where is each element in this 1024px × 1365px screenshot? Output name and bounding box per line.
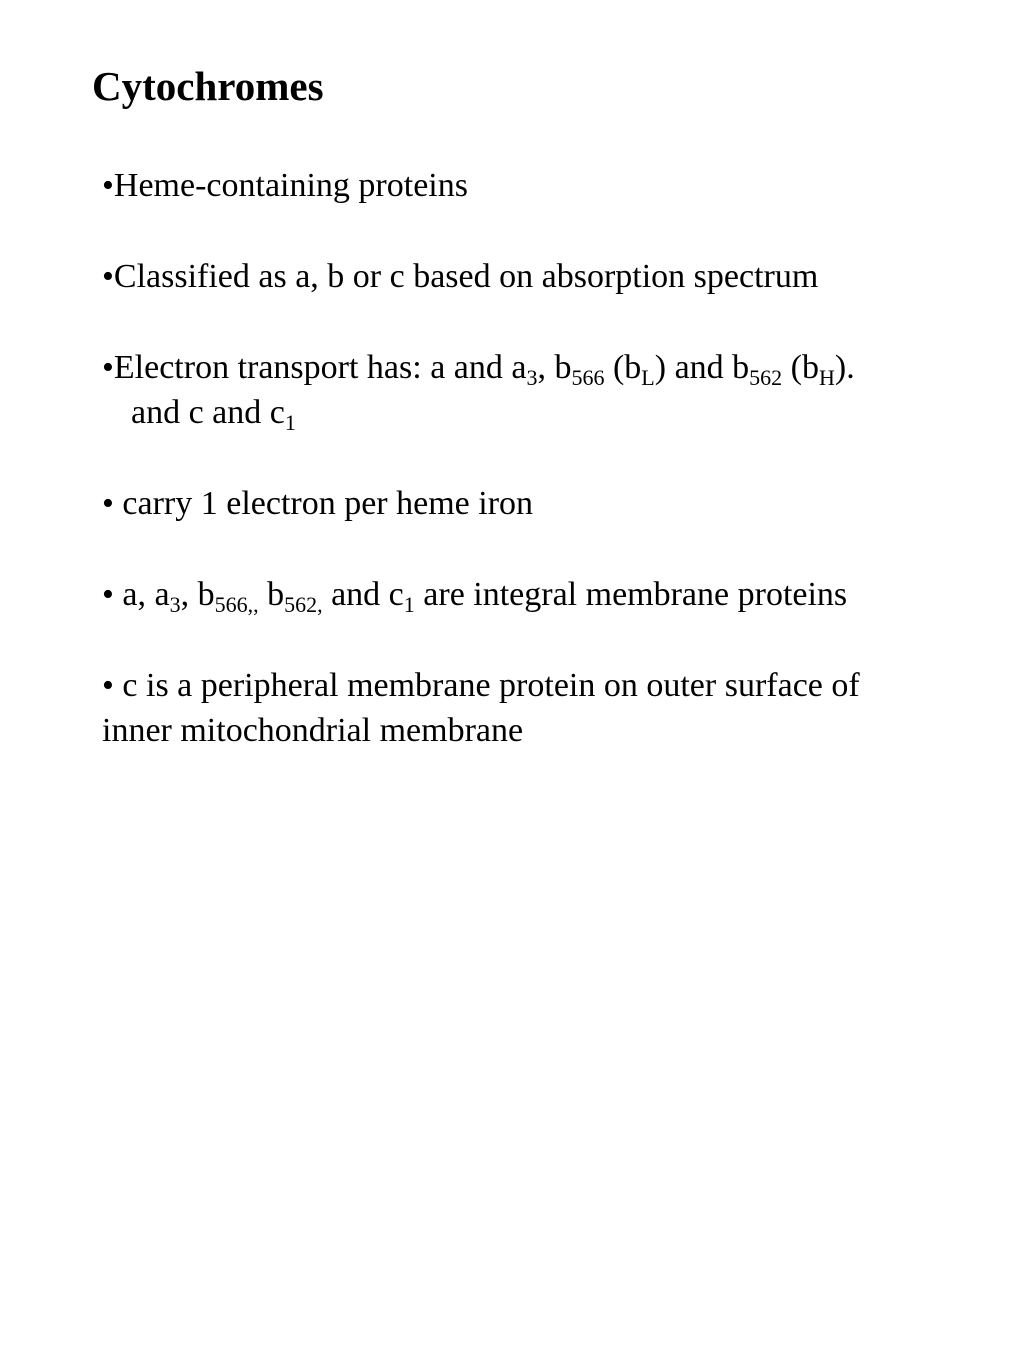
bullet-electron-transport <box>102 346 855 390</box>
bullet-peripheral-membrane: • c is a peripheral membrane protein on outer surface of <box>102 667 860 704</box>
text-segment: and c <box>322 576 404 613</box>
subscript-text: 566 <box>214 592 248 617</box>
subscript: 3 <box>169 592 181 617</box>
text-segment: ). <box>834 349 855 386</box>
text-segment: (b <box>782 349 819 386</box>
subscript: 566 <box>571 365 605 390</box>
subscript-text: ,, <box>247 592 259 617</box>
subscript <box>284 592 323 617</box>
text-segment: ) and b <box>654 349 750 386</box>
subscript-text: 562 <box>284 592 318 617</box>
subscript: L <box>641 365 655 390</box>
text-segment: and c and c <box>131 394 285 431</box>
subscript <box>215 592 259 617</box>
subscript: 562 <box>749 365 783 390</box>
text-segment: , b <box>180 576 215 613</box>
bullet-electron-transport-continuation <box>131 391 296 435</box>
text-segment: •Electron transport has: a and a <box>102 349 527 386</box>
text-segment: b <box>258 576 285 613</box>
text-segment: are integral membrane proteins <box>414 576 848 613</box>
subscript: 1 <box>284 410 296 435</box>
text-segment: (b <box>604 349 642 386</box>
text-segment: • a, a <box>102 576 170 613</box>
bullet-peripheral-membrane-continuation: inner mitochondrial membrane <box>102 712 524 749</box>
subscript: 3 <box>526 365 538 390</box>
subscript: H <box>819 365 835 390</box>
bullet-carry-electron: • carry 1 electron per heme iron <box>102 485 534 522</box>
bullet-integral-membrane <box>102 573 847 617</box>
text-segment: , b <box>537 349 572 386</box>
subscript: 1 <box>403 592 415 617</box>
subscript-text: , <box>317 592 323 617</box>
slide-title: Cytochromes <box>92 63 324 109</box>
bullet-heme-containing: •Heme-containing proteins <box>102 167 468 204</box>
bullet-classification: •Classified as a, b or c based on absorption spectrum <box>102 258 819 295</box>
